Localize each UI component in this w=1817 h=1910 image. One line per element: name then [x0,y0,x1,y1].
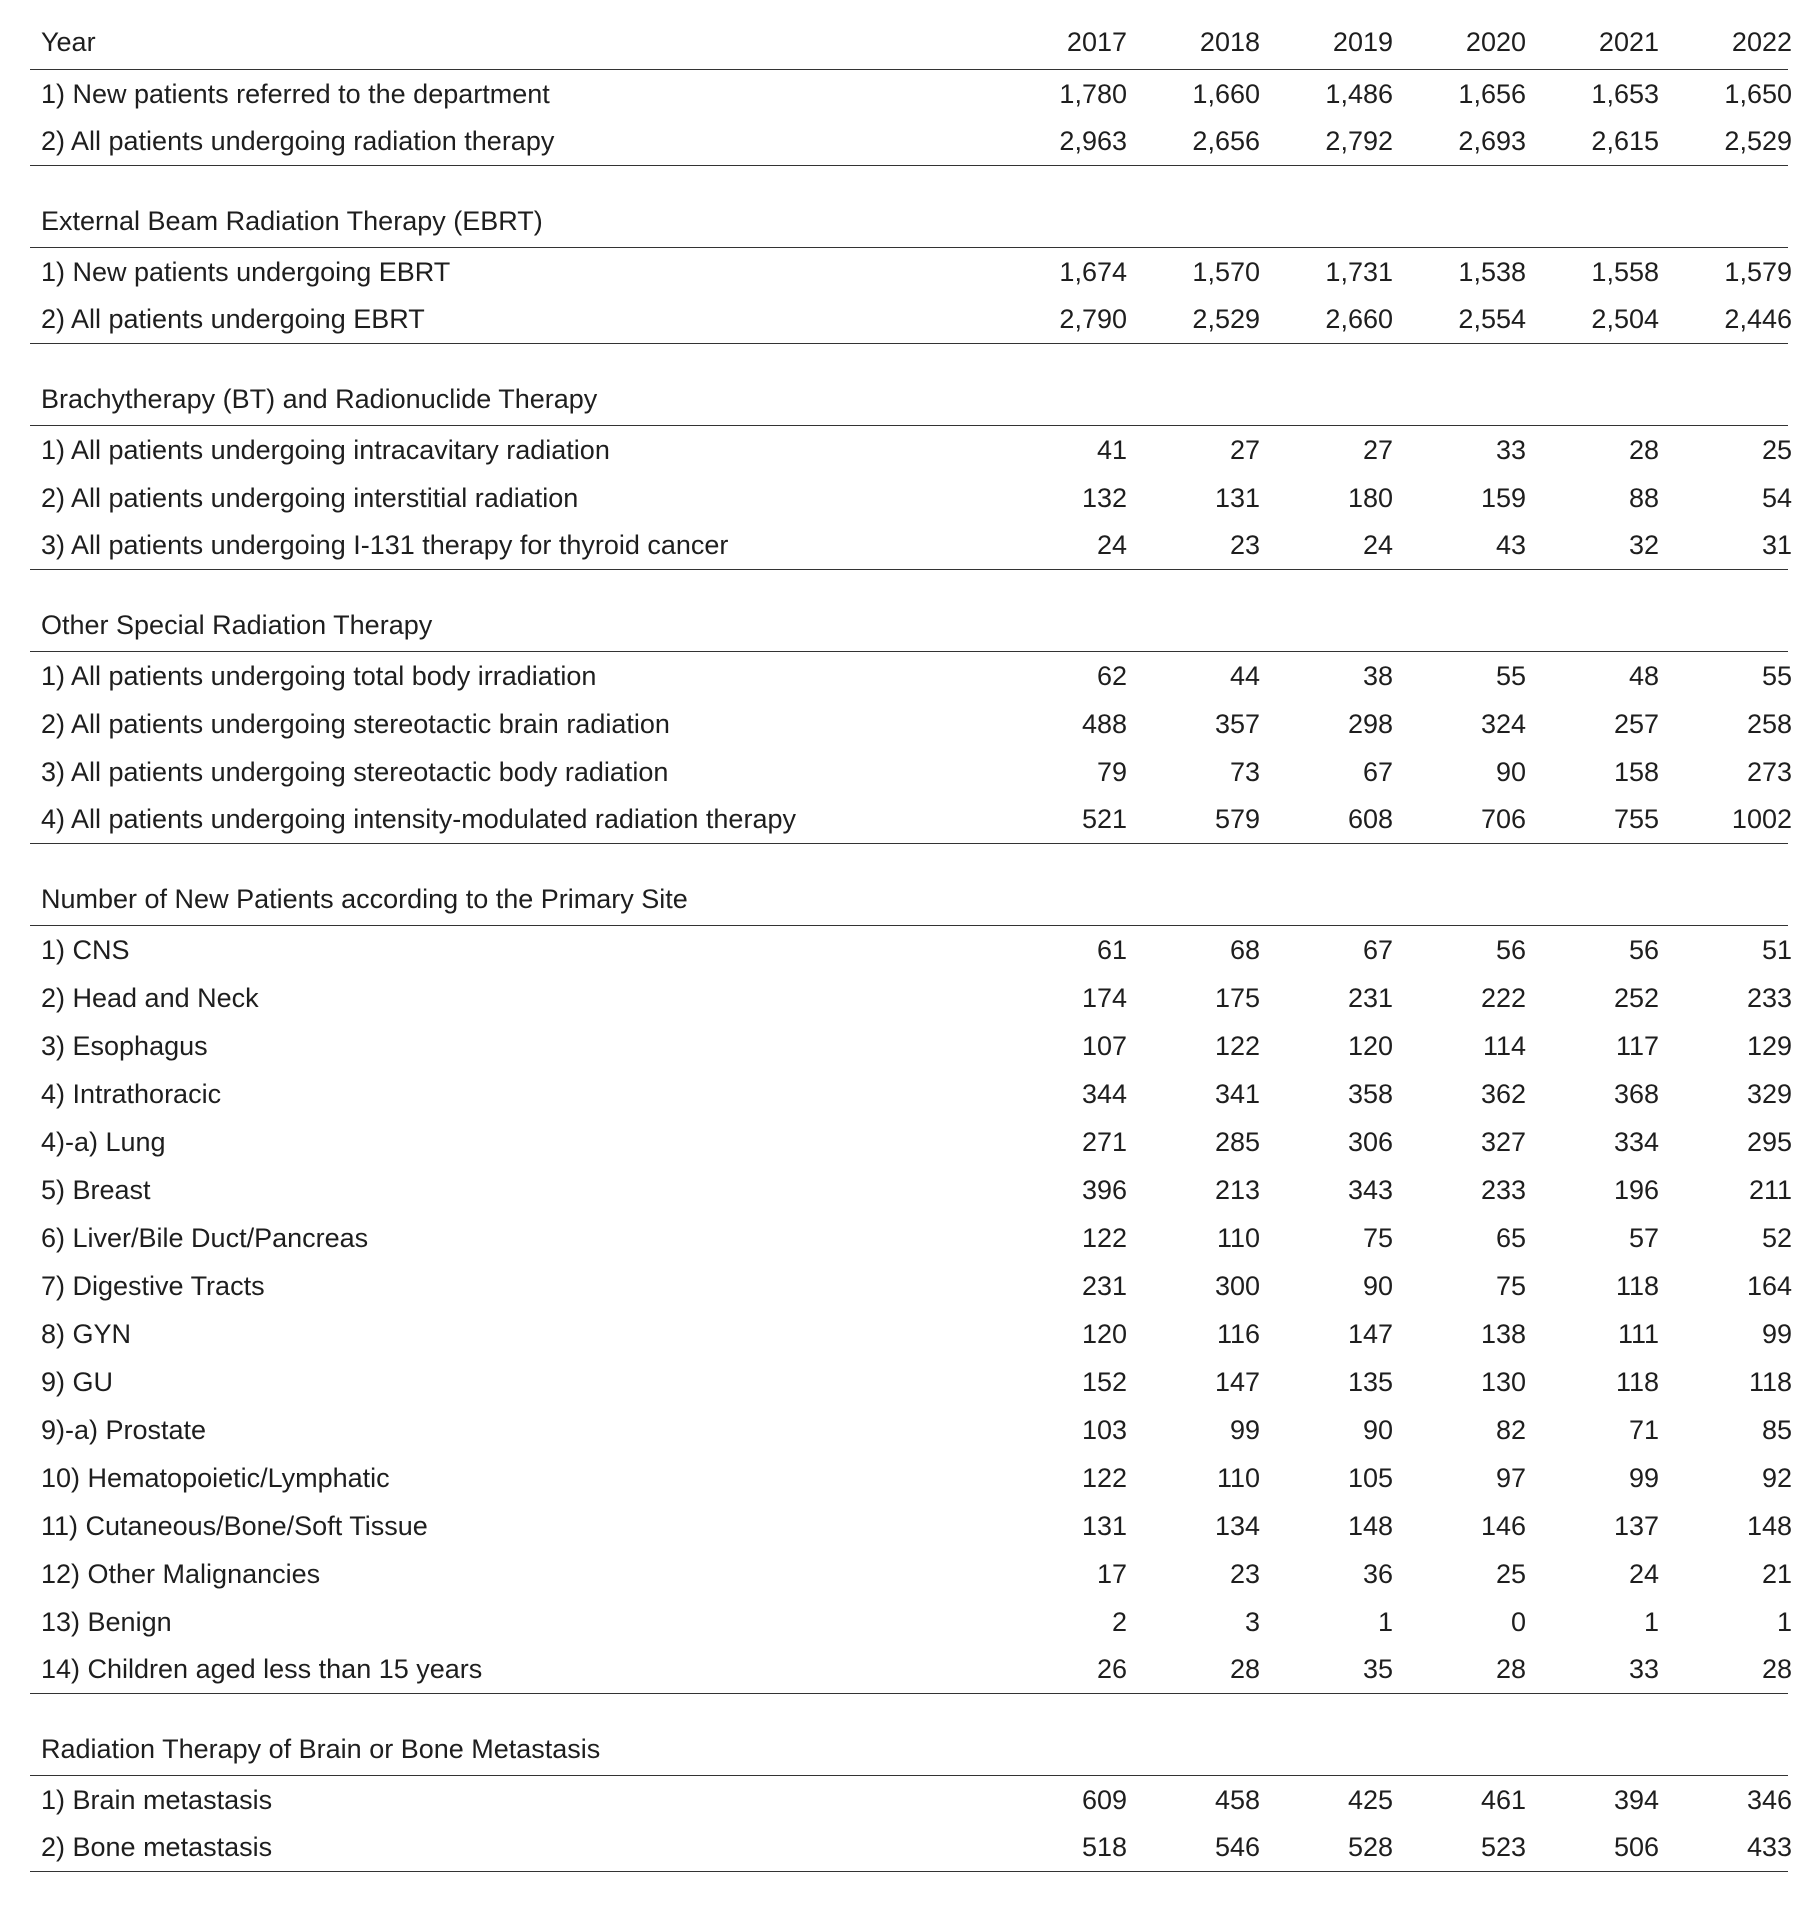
row-value-2022: 51 [1761,934,1792,965]
header-year-5: 2022 [1731,27,1792,57]
row-value-2022: 148 [1746,1510,1792,1541]
row-value-2021: 57 [1628,1222,1659,1253]
row-label: 4)-a) Lung [41,1126,166,1157]
header-year-2: 2019 [1332,27,1393,57]
row-value-2017: 122 [1081,1222,1127,1253]
row-value-2022: 346 [1746,1784,1792,1815]
row-value-2019: 1 [1377,1606,1393,1637]
row-value-2020: 324 [1480,708,1526,739]
row-value-2020: 1,656 [1458,78,1526,109]
row-value-2018: 147 [1214,1366,1260,1397]
row-value-2018: 27 [1229,434,1260,465]
row-value-2017: 107 [1081,1030,1127,1061]
table-row [30,1262,1792,1310]
row-value-2018: 28 [1229,1654,1260,1684]
row-value-2022: 92 [1761,1462,1792,1493]
row-value-2017: 174 [1081,982,1127,1013]
row-value-2021: 1,653 [1591,78,1659,109]
row-value-2021: 394 [1613,1784,1659,1815]
row-label: 6) Liver/Bile Duct/Pancreas [41,1222,369,1253]
table-row [30,1022,1792,1070]
row-value-2022: 433 [1746,1832,1792,1862]
header-year-1: 2018 [1199,27,1260,57]
section-gap [30,1694,1788,1724]
row-value-2017: 62 [1096,660,1127,691]
row-value-2020: 56 [1495,934,1526,965]
row-label: 5) Breast [41,1174,151,1205]
section-title-row [30,374,1788,426]
row-value-2021: 33 [1628,1654,1659,1684]
row-value-2018: 110 [1216,1222,1260,1253]
row-label: 3) Esophagus [41,1030,208,1061]
row-value-2018: 1,570 [1192,256,1260,287]
row-value-2022: 54 [1761,482,1792,513]
table-row [30,1824,1792,1872]
row-value-2021: 118 [1615,1366,1659,1397]
row-value-2017: 609 [1081,1784,1127,1815]
row-value-2022: 28 [1761,1654,1792,1684]
row-value-2018: 285 [1214,1126,1260,1157]
row-value-2020: 55 [1495,660,1526,691]
row-value-2018: 110 [1216,1462,1260,1493]
row-label: 3) All patients undergoing I-131 therapy for thyroid cancer [41,530,729,560]
row-value-2022: 2,529 [1724,126,1792,156]
row-value-2020: 233 [1480,1174,1526,1205]
table-row [30,796,1792,844]
row-value-2021: 1 [1643,1606,1659,1637]
row-value-2018: 122 [1214,1030,1260,1061]
row-value-2019: 105 [1347,1462,1393,1493]
row-value-2019: 38 [1362,660,1393,691]
row-value-2017: 17 [1096,1558,1127,1589]
row-value-2019: 608 [1347,804,1393,834]
row-value-2018: 2,656 [1192,126,1260,156]
table-row [30,1166,1792,1214]
section-gap [30,844,1788,874]
row-value-2020: 97 [1495,1462,1526,1493]
row-value-2019: 298 [1347,708,1393,739]
row-value-2018: 341 [1214,1078,1260,1109]
row-label: 11) Cutaneous/Bone/Soft Tissue [41,1510,428,1541]
row-value-2021: 2,504 [1591,304,1659,334]
row-value-2019: 67 [1362,756,1393,787]
section-title-row [30,1724,1788,1776]
row-value-2020: 82 [1495,1414,1526,1445]
row-value-2019: 343 [1347,1174,1393,1205]
row-value-2022: 1,650 [1724,78,1792,109]
row-value-2019: 180 [1347,482,1393,513]
row-value-2019: 306 [1347,1126,1393,1157]
row-label: 8) GYN [41,1318,132,1349]
row-value-2017: 396 [1081,1174,1127,1205]
row-value-2019: 425 [1347,1784,1393,1815]
row-value-2018: 23 [1229,1558,1260,1589]
row-value-2022: 85 [1761,1414,1792,1445]
row-value-2019: 147 [1347,1318,1393,1349]
row-value-2018: 131 [1214,482,1260,513]
row-value-2017: 41 [1096,434,1127,465]
row-value-2018: 175 [1214,982,1260,1013]
row-value-2017: 152 [1081,1366,1127,1397]
table-row [30,1502,1792,1550]
table-row [30,1358,1792,1406]
row-value-2022: 1,579 [1724,256,1792,287]
row-label: 2) All patients undergoing interstitial radiation [41,482,579,513]
row-value-2018: 1,660 [1192,78,1260,109]
row-value-2021: 32 [1628,530,1659,560]
row-value-2018: 2,529 [1192,304,1260,334]
row-value-2021: 99 [1628,1462,1659,1493]
row-value-2019: 24 [1362,530,1393,560]
row-value-2017: 518 [1081,1832,1127,1862]
row-value-2018: 213 [1214,1174,1260,1205]
section-title: Brachytherapy (BT) and Radionuclide Therapy [41,384,598,414]
table-row [30,974,1792,1022]
row-label: 3) All patients undergoing stereotactic body radiation [41,756,669,787]
row-value-2017: 344 [1081,1078,1127,1109]
header-year-label: Year [41,27,96,57]
row-value-2018: 73 [1229,756,1260,787]
row-value-2018: 68 [1229,934,1260,965]
row-value-2021: 2,615 [1591,126,1659,156]
row-value-2019: 1,486 [1325,78,1393,109]
header-year-3: 2020 [1465,27,1526,57]
row-label: 2) All patients undergoing stereotactic brain radiation [41,708,670,739]
row-value-2022: 25 [1761,434,1792,465]
row-value-2020: 146 [1480,1510,1526,1541]
row-value-2019: 528 [1347,1832,1393,1862]
row-value-2021: 117 [1615,1030,1659,1061]
row-value-2019: 2,792 [1325,126,1393,156]
row-value-2020: 159 [1480,482,1526,513]
table-row [30,474,1792,522]
row-value-2021: 368 [1613,1078,1659,1109]
row-value-2021: 196 [1613,1174,1659,1205]
row-value-2018: 357 [1214,708,1260,739]
table-row [30,118,1792,166]
row-value-2020: 461 [1480,1784,1526,1815]
row-value-2020: 130 [1480,1366,1526,1397]
row-value-2022: 52 [1761,1222,1792,1253]
row-value-2021: 1,558 [1591,256,1659,287]
section-gap [30,570,1788,600]
row-value-2017: 132 [1081,482,1127,513]
row-value-2018: 99 [1229,1414,1260,1445]
row-value-2020: 28 [1495,1654,1526,1684]
row-label: 1) All patients undergoing intracavitary radiation [41,434,610,465]
row-value-2019: 120 [1347,1030,1393,1061]
section-title: External Beam Radiation Therapy (EBRT) [41,206,543,236]
header-year-0: 2017 [1066,27,1127,57]
row-value-2022: 129 [1746,1030,1792,1061]
row-label: 4) All patients undergoing intensity-modulated radiation therapy [41,804,796,834]
section-title: Other Special Radiation Therapy [41,610,433,640]
row-value-2020: 327 [1480,1126,1526,1157]
row-value-2022: 164 [1746,1270,1792,1301]
row-value-2020: 2,554 [1458,304,1526,334]
row-label: 1) CNS [41,934,130,965]
row-value-2021: 28 [1628,434,1659,465]
row-label: 1) New patients undergoing EBRT [41,256,451,287]
row-label: 14) Children aged less than 15 years [41,1654,483,1684]
table-row [30,70,1792,118]
row-value-2022: 211 [1748,1174,1792,1205]
row-value-2021: 48 [1628,660,1659,691]
table-row [30,1214,1792,1262]
row-value-2018: 23 [1229,530,1260,560]
row-value-2019: 35 [1362,1654,1393,1684]
row-value-2017: 24 [1096,530,1127,560]
row-label: 9)-a) Prostate [41,1414,207,1445]
row-value-2020: 65 [1495,1222,1526,1253]
section-gap [30,166,1788,196]
row-value-2020: 90 [1495,756,1526,787]
section-title-row [30,600,1788,652]
row-value-2017: 122 [1081,1462,1127,1493]
row-value-2020: 362 [1480,1078,1526,1109]
row-value-2018: 458 [1214,1784,1260,1815]
row-value-2018: 579 [1214,804,1260,834]
table-header-row [30,16,1792,70]
row-value-2019: 358 [1347,1078,1393,1109]
row-value-2022: 55 [1761,660,1792,691]
row-value-2022: 21 [1761,1558,1792,1589]
row-value-2022: 118 [1748,1366,1792,1397]
row-value-2017: 271 [1081,1126,1127,1157]
row-label: 1) Brain metastasis [41,1784,273,1815]
table-row [30,700,1792,748]
row-value-2019: 90 [1362,1270,1393,1301]
table-row [30,1070,1792,1118]
row-value-2021: 137 [1613,1510,1659,1541]
row-value-2018: 3 [1244,1606,1260,1637]
row-value-2020: 0 [1510,1606,1526,1637]
header-year-4: 2021 [1598,27,1659,57]
row-value-2018: 116 [1216,1318,1260,1349]
table-row [30,522,1792,570]
row-label: 13) Benign [41,1606,172,1637]
row-value-2017: 521 [1081,804,1127,834]
row-value-2022: 258 [1746,708,1792,739]
row-value-2019: 2,660 [1325,304,1393,334]
row-value-2021: 118 [1615,1270,1659,1301]
row-value-2017: 1,780 [1059,78,1127,109]
row-value-2018: 134 [1214,1510,1260,1541]
row-value-2019: 148 [1347,1510,1393,1541]
row-value-2021: 158 [1613,756,1659,787]
row-value-2020: 2,693 [1458,126,1526,156]
row-label: 2) Bone metastasis [41,1832,273,1862]
row-label: 2) Head and Neck [41,982,259,1013]
table-row [30,1118,1792,1166]
row-value-2020: 43 [1495,530,1526,560]
section-title: Number of New Patients according to the Primary Site [41,884,688,914]
table-row [30,926,1792,974]
table-row [30,1406,1792,1454]
row-value-2020: 25 [1495,1558,1526,1589]
row-value-2019: 75 [1362,1222,1393,1253]
row-value-2021: 334 [1613,1126,1659,1157]
row-value-2019: 90 [1362,1414,1393,1445]
row-value-2017: 120 [1081,1318,1127,1349]
table-row [30,296,1792,344]
table-row [30,248,1792,296]
row-value-2017: 103 [1081,1414,1127,1445]
row-label: 1) All patients undergoing total body irradiation [41,660,597,691]
row-value-2022: 99 [1761,1318,1792,1349]
table-row [30,1598,1792,1646]
row-value-2022: 1002 [1731,804,1792,834]
row-value-2022: 295 [1746,1126,1792,1157]
row-value-2017: 2,963 [1059,126,1127,156]
row-label: 9) GU [41,1366,114,1397]
row-value-2019: 27 [1362,434,1393,465]
row-value-2020: 33 [1495,434,1526,465]
row-value-2017: 2 [1111,1606,1127,1637]
row-label: 10) Hematopoietic/Lymphatic [41,1462,390,1493]
row-value-2021: 88 [1628,482,1659,513]
row-value-2017: 26 [1096,1654,1127,1684]
row-value-2020: 75 [1495,1270,1526,1301]
row-value-2021: 71 [1628,1414,1659,1445]
table-row [30,748,1792,796]
statistics-table [30,16,1792,1872]
row-value-2020: 222 [1480,982,1526,1013]
row-value-2022: 329 [1746,1078,1792,1109]
row-value-2019: 231 [1347,982,1393,1013]
row-value-2022: 2,446 [1724,304,1792,334]
row-value-2021: 755 [1613,804,1659,834]
row-value-2019: 135 [1347,1366,1393,1397]
row-value-2017: 61 [1096,934,1127,965]
row-value-2021: 56 [1628,934,1659,965]
row-value-2020: 706 [1480,804,1526,834]
row-value-2021: 506 [1613,1832,1659,1862]
section-title-row [30,196,1788,248]
section-title: Radiation Therapy of Brain or Bone Metastasis [41,1734,601,1764]
row-value-2017: 488 [1081,708,1127,739]
row-value-2020: 523 [1480,1832,1526,1862]
row-value-2019: 36 [1362,1558,1393,1589]
row-label: 4) Intrathoracic [41,1078,222,1109]
row-value-2022: 31 [1761,530,1792,560]
row-value-2017: 131 [1081,1510,1127,1541]
row-value-2022: 273 [1746,756,1792,787]
table-row [30,1776,1792,1824]
row-value-2019: 1,731 [1325,256,1393,287]
row-label: 2) All patients undergoing radiation therapy [41,126,555,156]
row-value-2017: 1,674 [1059,256,1127,287]
table-row [30,1550,1792,1598]
row-value-2020: 114 [1482,1030,1526,1061]
row-label: 1) New patients referred to the department [41,78,550,109]
row-value-2022: 1 [1776,1606,1792,1637]
row-value-2017: 79 [1096,756,1127,787]
row-value-2018: 44 [1229,660,1260,691]
table-row [30,1310,1792,1358]
row-value-2021: 252 [1613,982,1659,1013]
row-value-2017: 231 [1081,1270,1127,1301]
row-label: 12) Other Malignancies [41,1558,321,1589]
row-value-2018: 300 [1214,1270,1260,1301]
table-row [30,652,1792,700]
section-gap [30,344,1788,374]
section-title-row [30,874,1788,926]
row-value-2022: 233 [1746,982,1792,1013]
row-value-2020: 138 [1480,1318,1526,1349]
row-value-2021: 111 [1617,1318,1659,1349]
row-value-2019: 67 [1362,934,1393,965]
table-row [30,1646,1792,1694]
row-value-2017: 2,790 [1059,304,1127,334]
table-row [30,1454,1792,1502]
row-value-2021: 257 [1613,708,1659,739]
row-value-2021: 24 [1628,1558,1659,1589]
row-value-2018: 546 [1214,1832,1260,1862]
row-value-2020: 1,538 [1458,256,1526,287]
row-label: 2) All patients undergoing EBRT [41,304,425,334]
row-label: 7) Digestive Tracts [41,1270,265,1301]
table-row [30,426,1792,474]
